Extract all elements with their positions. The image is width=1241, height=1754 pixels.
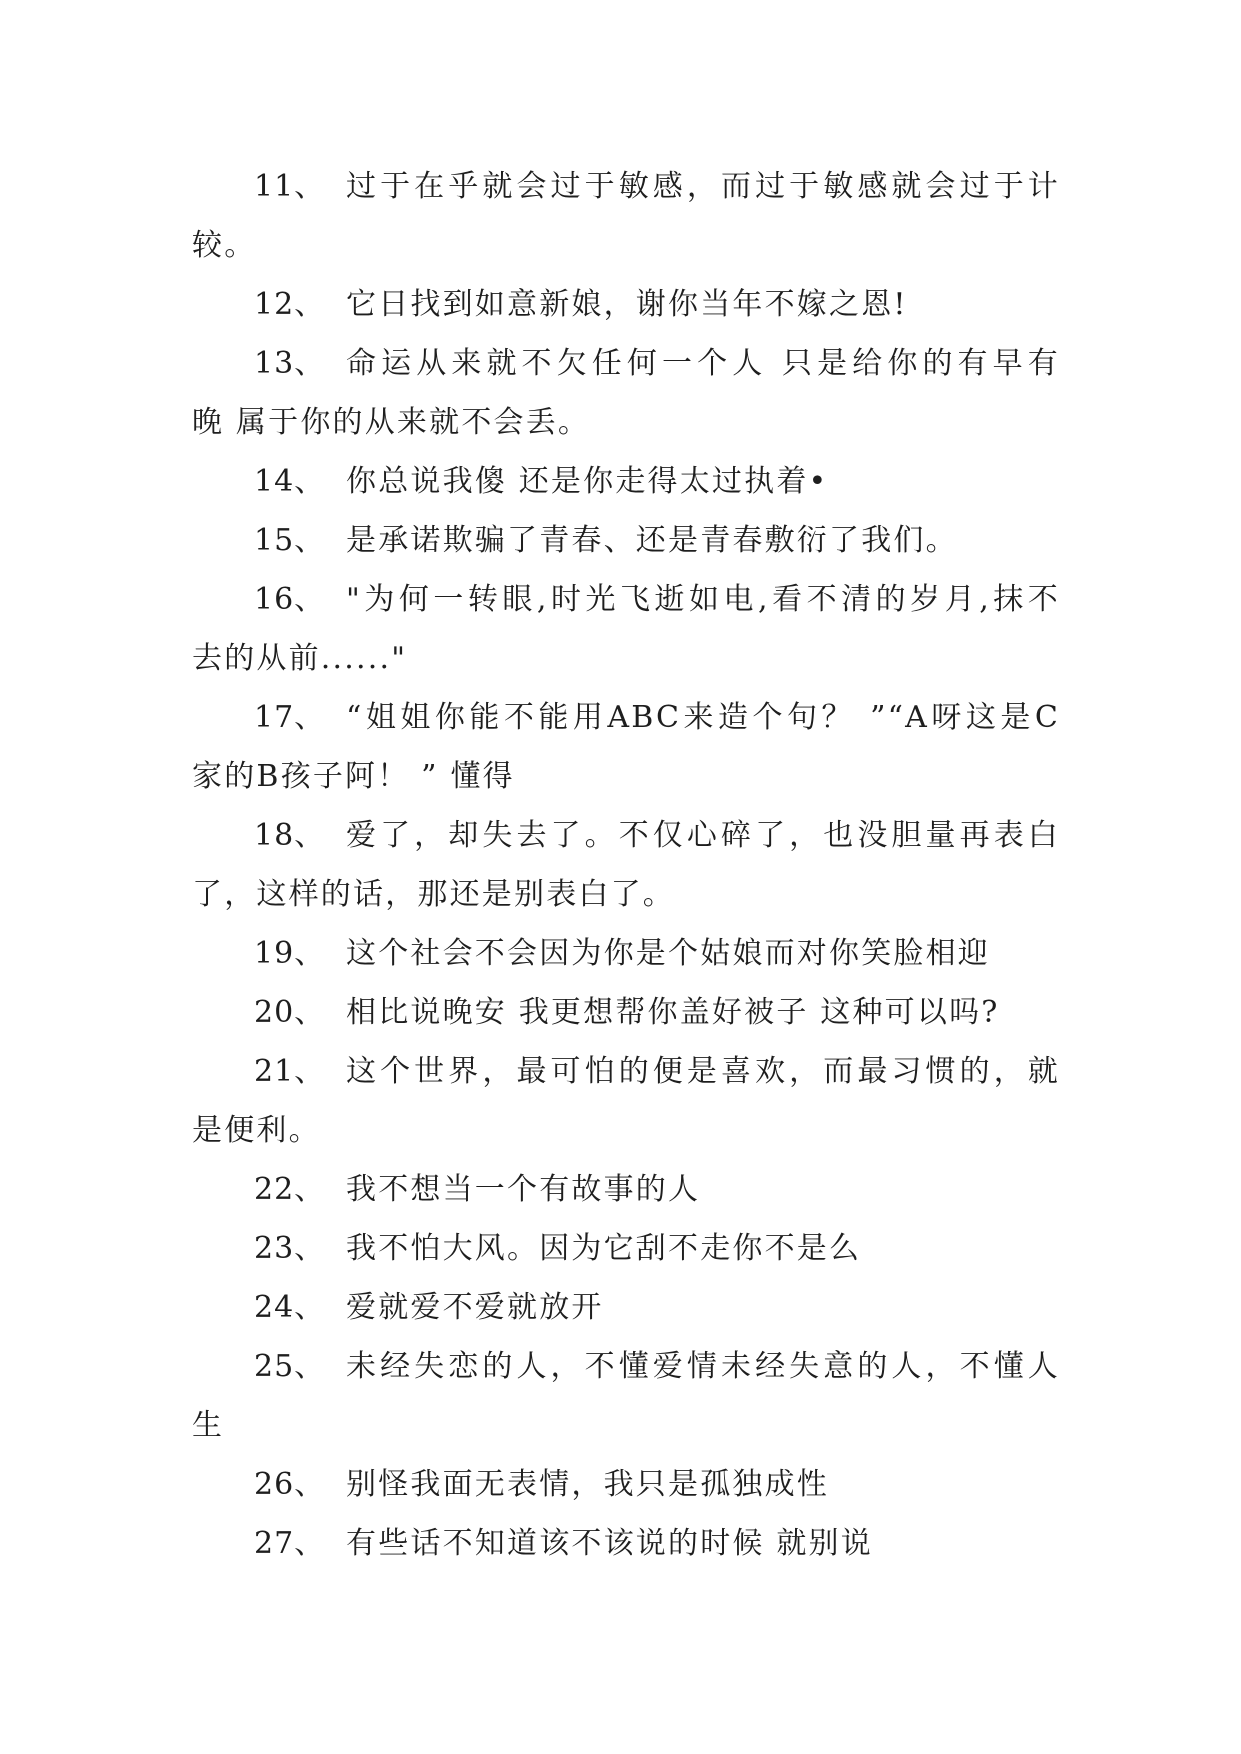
item-first-line bbox=[192, 511, 1060, 570]
item-first-line bbox=[192, 570, 1060, 629]
item-first-line bbox=[192, 1219, 1060, 1278]
list-item bbox=[192, 1042, 1060, 1160]
item-text: 这个世界，最可怕的便是喜欢，而最习惯的，就 bbox=[346, 1054, 1060, 1089]
item-number: 22、 bbox=[254, 1172, 326, 1207]
item-first-line bbox=[192, 1337, 1060, 1396]
list-item bbox=[192, 1337, 1060, 1455]
item-number: 14、 bbox=[254, 464, 326, 499]
item-number: 13、 bbox=[254, 346, 326, 381]
item-text: "为何一转眼,时光飞逝如电,看不清的岁月,抹不 bbox=[346, 582, 1060, 617]
item-first-line bbox=[192, 983, 1060, 1042]
list-item bbox=[192, 275, 1060, 334]
list-item bbox=[192, 511, 1060, 570]
list-item bbox=[192, 806, 1060, 924]
item-continuation-line: 较。 bbox=[192, 228, 257, 263]
item-number: 23、 bbox=[254, 1231, 326, 1266]
item-first-line bbox=[192, 688, 1060, 747]
item-number: 12、 bbox=[254, 287, 326, 322]
item-text: 我不想当一个有故事的人 bbox=[346, 1172, 701, 1207]
item-continuation-line: 去的从前......" bbox=[192, 641, 408, 676]
item-text: 未经失恋的人，不懂爱情未经失意的人，不懂人 bbox=[346, 1349, 1060, 1384]
item-first-line bbox=[192, 924, 1060, 983]
list-item bbox=[192, 1455, 1060, 1514]
item-text: 这个社会不会因为你是个姑娘而对你笑脸相迎 bbox=[346, 936, 990, 971]
item-text: 有些话不知道该不该说的时候 就别说 bbox=[346, 1526, 873, 1561]
item-first-line bbox=[192, 1042, 1060, 1101]
item-number: 24、 bbox=[254, 1290, 326, 1325]
item-text: 命运从来就不欠任何一个人 只是给你的有早有 bbox=[346, 346, 1060, 381]
item-first-line bbox=[192, 157, 1060, 216]
item-text: 我不怕大风。因为它刮不走你不是么 bbox=[346, 1231, 862, 1266]
item-text: 爱了，却失去了。不仅心碎了，也没胆量再表白 bbox=[346, 818, 1060, 853]
item-number: 15、 bbox=[254, 523, 326, 558]
item-number: 16、 bbox=[254, 582, 326, 617]
item-continuation-line: 生 bbox=[192, 1408, 225, 1443]
item-continuation-line: 了，这样的话，那还是别表白了。 bbox=[192, 877, 675, 912]
item-number: 25、 bbox=[254, 1349, 326, 1384]
list-item bbox=[192, 1514, 1060, 1573]
list-item bbox=[192, 452, 1060, 511]
list-item bbox=[192, 1278, 1060, 1337]
list-item bbox=[192, 688, 1060, 806]
item-number: 11、 bbox=[254, 169, 326, 204]
item-first-line bbox=[192, 1160, 1060, 1219]
item-number: 21、 bbox=[254, 1054, 326, 1089]
item-text: 别怪我面无表情，我只是孤独成性 bbox=[346, 1467, 829, 1502]
item-text: 过于在乎就会过于敏感，而过于敏感就会过于计 bbox=[346, 169, 1060, 204]
item-number: 17、 bbox=[254, 700, 326, 735]
item-text: 你总说我傻 还是你走得太过执着• bbox=[346, 464, 829, 499]
item-text: 它日找到如意新娘，谢你当年不嫁之恩! bbox=[346, 287, 908, 322]
item-continuation-line: 是便利。 bbox=[192, 1113, 321, 1148]
item-first-line bbox=[192, 1514, 1060, 1573]
list-item bbox=[192, 157, 1060, 275]
item-continuation-line: 晚 属于你的从来就不会丢。 bbox=[192, 405, 591, 440]
item-number: 20、 bbox=[254, 995, 326, 1030]
item-number: 18、 bbox=[254, 818, 326, 853]
list-item bbox=[192, 983, 1060, 1042]
item-text: “姐姐你能不能用ABC来造个句？ ”“A呀这是C bbox=[346, 700, 1060, 735]
list-item bbox=[192, 570, 1060, 688]
list-item bbox=[192, 924, 1060, 983]
item-first-line bbox=[192, 1278, 1060, 1337]
item-first-line bbox=[192, 1455, 1060, 1514]
quote-list bbox=[192, 157, 1060, 1573]
item-number: 19、 bbox=[254, 936, 326, 971]
item-text: 爱就爱不爱就放开 bbox=[346, 1290, 604, 1325]
item-continuation-line: 家的B孩子阿！ ” 懂得 bbox=[192, 759, 515, 794]
item-number: 26、 bbox=[254, 1467, 326, 1502]
item-first-line bbox=[192, 806, 1060, 865]
list-item bbox=[192, 1160, 1060, 1219]
list-item bbox=[192, 1219, 1060, 1278]
item-first-line bbox=[192, 334, 1060, 393]
item-number: 27、 bbox=[254, 1526, 326, 1561]
item-first-line bbox=[192, 452, 1060, 511]
list-item bbox=[192, 334, 1060, 452]
item-text: 是承诺欺骗了青春、还是青春敷衍了我们。 bbox=[346, 523, 958, 558]
item-text: 相比说晚安 我更想帮你盖好被子 这种可以吗? bbox=[346, 995, 1000, 1030]
item-first-line bbox=[192, 275, 1060, 334]
